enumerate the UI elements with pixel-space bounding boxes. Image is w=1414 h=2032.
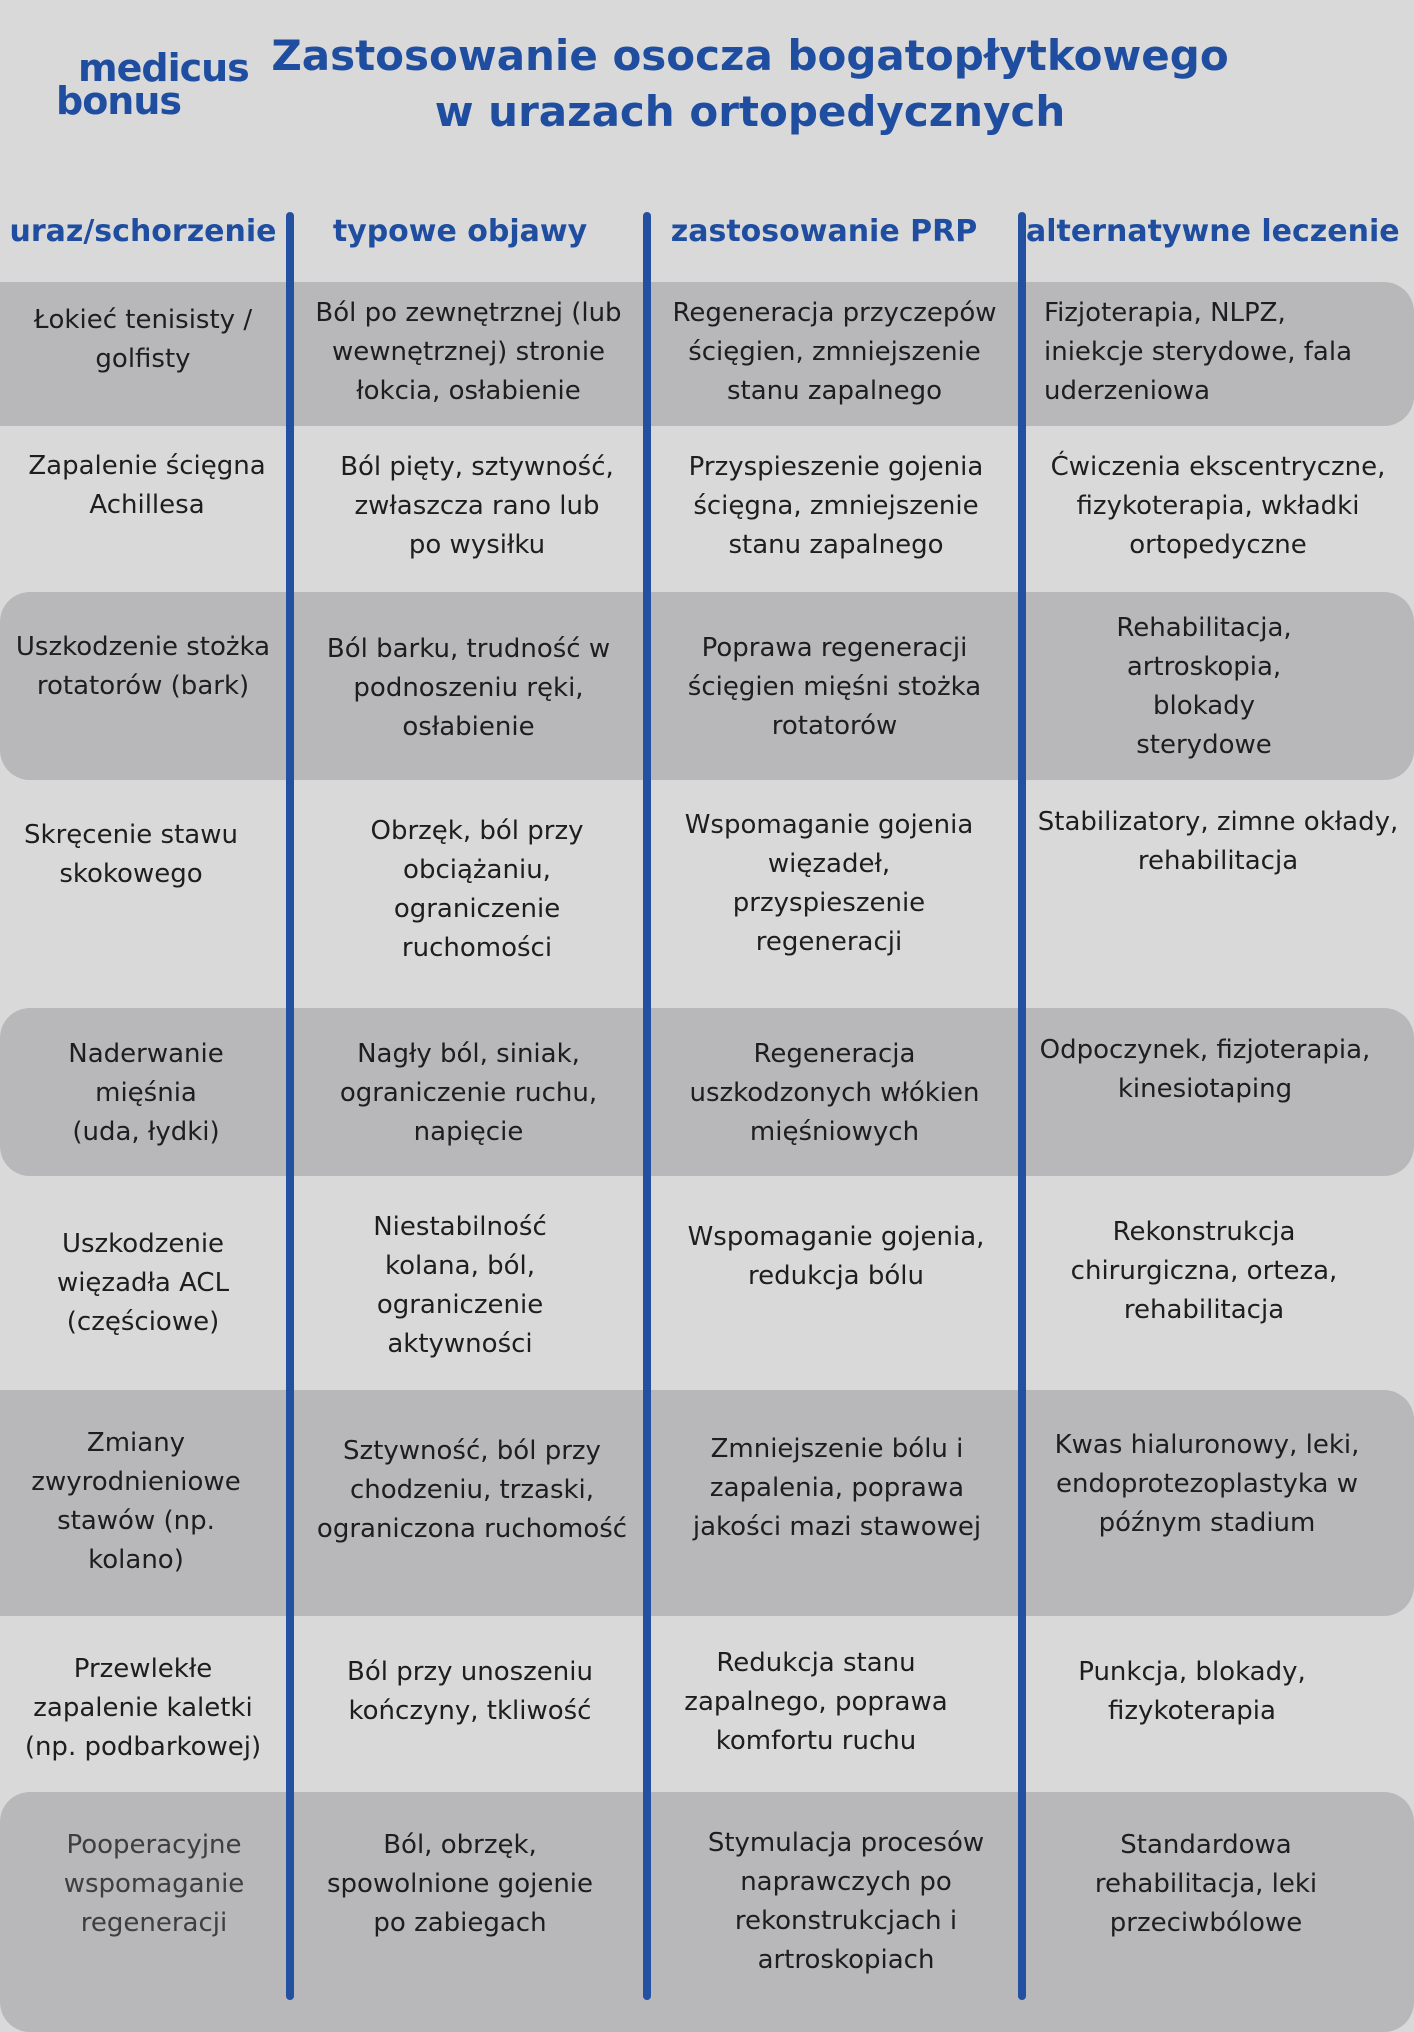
table-cell-prp bbox=[651, 282, 1018, 422]
cell-text: Ból barku, trudność w podnoszeniu ręki, osłabienie bbox=[326, 633, 611, 742]
table-cell-prp bbox=[651, 1420, 1023, 1556]
table-cell-symptoms bbox=[294, 1816, 626, 1952]
cell-text: Ból pięty, sztywność, zwłaszcza rano lub po wysiłku bbox=[340, 451, 614, 560]
column-header-prp: zastosowanie PRP bbox=[670, 214, 978, 249]
table-cell-symptoms bbox=[294, 800, 660, 980]
cell-text: Zmiany zwyrodnieniowe stawów (np. kolano) bbox=[31, 1428, 241, 1575]
table-cell-prp bbox=[651, 1634, 981, 1770]
cell-text: Stabilizatory, zimne okłady, rehabilitacja bbox=[1037, 807, 1399, 876]
table-cell-alternative bbox=[1026, 1206, 1382, 1336]
cell-text: Skręcenie stawu skokowego bbox=[24, 820, 238, 889]
table-cell-condition bbox=[0, 1816, 308, 1952]
table-cell-alternative bbox=[1026, 1024, 1384, 1116]
logo-line-2: bonus bbox=[56, 79, 182, 124]
table-cell-alternative bbox=[1026, 592, 1382, 782]
column-header-symptoms: typowe objawy bbox=[332, 214, 588, 249]
cell-text: Uszkodzenie stożka rotatorów (bark) bbox=[15, 632, 271, 701]
cell-text: Ćwiczenia ekscentryczne, fizykoterapia, wkładki ortopedyczne bbox=[1050, 451, 1386, 560]
cell-text: Pooperacyjne wspomaganie regeneracji bbox=[63, 1829, 245, 1938]
table-cell-symptoms bbox=[294, 1646, 646, 1738]
table-cell-condition bbox=[0, 1640, 286, 1776]
table-cell-symptoms bbox=[294, 1196, 626, 1376]
table-cell-condition bbox=[0, 1008, 292, 1178]
table-cell-condition bbox=[0, 780, 262, 930]
table-cell-symptoms bbox=[294, 1422, 650, 1558]
table-cell-prp bbox=[651, 592, 1018, 782]
cell-text: Regeneracja uszkodzonych włókien mięśniowych bbox=[689, 1038, 980, 1147]
page-title-line-1: Zastosowanie osocza bogatopłytkowego bbox=[271, 31, 1229, 80]
cell-text: Naderwanie mięśnia (uda, łydki) bbox=[68, 1038, 224, 1147]
column-header-alternative: alternatywne leczenie bbox=[1026, 214, 1400, 249]
table-cell-condition bbox=[0, 282, 286, 398]
cell-text: Wspomaganie gojenia więzadeł, przyspieszenie regeneracji bbox=[684, 810, 974, 957]
table-cell-condition bbox=[0, 592, 286, 742]
cell-text: Nagły ból, siniak, ograniczenie ruchu, napięcie bbox=[339, 1038, 598, 1147]
cell-text: Redukcja stanu zapalnego, poprawa komfortu ruchu bbox=[684, 1647, 948, 1756]
table-cell-condition bbox=[0, 1402, 272, 1602]
table-cell-alternative bbox=[1026, 1816, 1386, 1952]
cell-text: Zapalenie ścięgna Achillesa bbox=[28, 451, 266, 520]
table-cell-prp bbox=[651, 1814, 1041, 1990]
table-cell-condition bbox=[0, 426, 294, 546]
table-cell-alternative bbox=[1026, 1646, 1358, 1738]
cell-text: Kwas hialuronowy, leki, endoprotezoplastyka w późnym stadium bbox=[1054, 1429, 1360, 1538]
cell-text: Regeneracja przyczepów ścięgien, zmniejszenie stanu zapalnego bbox=[672, 297, 997, 406]
cell-text: Zmniejszenie bólu i zapalenia, poprawa jakości mazi stawowej bbox=[692, 1433, 982, 1542]
brand-logo bbox=[56, 46, 249, 124]
table-cell-alternative bbox=[1026, 794, 1410, 890]
cell-text: Niestabilność kolana, ból, ograniczenie aktywności bbox=[373, 1212, 547, 1359]
cell-text: Obrzęk, ból przy obciążaniu, ograniczenie ruchomości bbox=[370, 816, 584, 963]
cell-text: Ból po zewnętrznej (lub wewnętrznej) stronie łokcia, osłabienie bbox=[315, 297, 622, 406]
cell-text: Punkcja, blokady, fizykoterapia bbox=[1078, 1657, 1306, 1726]
cell-text: Wspomaganie gojenia, redukcja bólu bbox=[687, 1222, 985, 1291]
cell-text: Przewlekłe zapalenie kaletki (np. podbarkowej) bbox=[24, 1653, 262, 1762]
cell-text: Stymulacja procesów naprawczych po rekonstrukcjach i artroskopiach bbox=[707, 1828, 985, 1975]
column-header-condition: uraz/schorzenie bbox=[9, 214, 277, 249]
table-cell-condition bbox=[0, 1218, 286, 1348]
table-cell-symptoms bbox=[294, 1008, 643, 1178]
table-cell-prp bbox=[651, 794, 1007, 974]
cell-text: Przyspieszenie gojenia ścięgna, zmniejszenie stanu zapalnego bbox=[688, 451, 984, 560]
page-title bbox=[230, 28, 1270, 140]
cell-text: Sztywność, ból przy chodzeniu, trzaski, ograniczona ruchomość bbox=[316, 1435, 628, 1544]
cell-text: Rehabilitacja, artroskopia, blokady sterydowe bbox=[1116, 613, 1292, 760]
table-cell-symptoms bbox=[294, 436, 660, 576]
cell-text: Rekonstrukcja chirurgiczna, orteza, rehabilitacja bbox=[1070, 1216, 1338, 1325]
table-cell-alternative bbox=[1026, 1416, 1388, 1552]
table-cell-symptoms bbox=[294, 282, 643, 422]
logo-line-1: medicus bbox=[78, 46, 249, 90]
cell-text: Łokieć tenisisty / golfisty bbox=[33, 305, 253, 374]
page-title-line-2: w urazach ortopedycznych bbox=[434, 87, 1066, 136]
cell-text: Ból przy unoszeniu kończyny, tkliwość bbox=[347, 1657, 593, 1726]
table-cell-alternative bbox=[1026, 436, 1410, 576]
cell-text: Fizjoterapia, NLPZ, iniekcje sterydowe, fala uderzeniowa bbox=[1044, 297, 1353, 406]
table-cell-prp bbox=[651, 1008, 1018, 1178]
table-cell-alternative bbox=[1026, 282, 1414, 422]
cell-text: Poprawa regeneracji ścięgien mięśni stożka rotatorów bbox=[687, 632, 982, 741]
table-cell-prp bbox=[651, 436, 1021, 576]
cell-text: Standardowa rehabilitacja, leki przeciwbólowe bbox=[1094, 1829, 1318, 1938]
cell-text: Odpoczynek, fizjoterapia, kinesiotaping bbox=[1039, 1035, 1371, 1104]
cell-text: Ból, obrzęk, spowolnione gojenie po zabiegach bbox=[326, 1829, 594, 1938]
cell-text: Uszkodzenie więzadła ACL (częściowe) bbox=[56, 1228, 230, 1337]
table-cell-symptoms bbox=[294, 592, 643, 784]
table-cell-prp bbox=[651, 1212, 1021, 1302]
